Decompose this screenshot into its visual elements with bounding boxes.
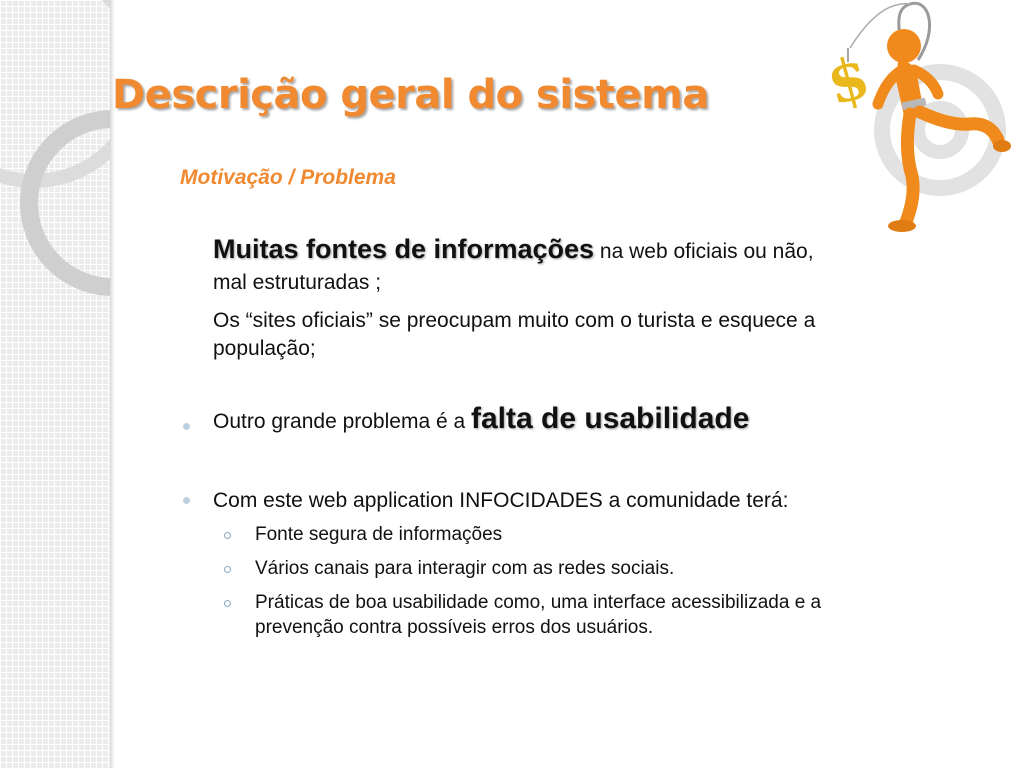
item4-subitem: Vários canais para interagir com as redes sociais. [255,558,675,579]
item2-line2: população; [213,337,316,360]
sub-bullet-ring [224,532,231,539]
item3-bold-text: falta de usabilidade [471,402,750,435]
item4-line: Com este web application INFOCIDADES a comunidade terá: [213,489,789,512]
item3-line [213,402,750,435]
item2-line1: Os “sites oficiais” se preocupam muito com o turista e esquece a [213,309,816,332]
item4-subitem: Práticas de boa usabilidade como, uma interface acessibilizada e a [255,592,822,613]
slide-subtitle: Motivação / Problema [180,166,396,189]
figure-chasing-dollar-icon [820,0,1020,235]
slide-title: Descrição geral do sistema [112,72,709,118]
item1-line2: mal estruturadas ; [213,271,382,294]
item4-subitem: Fonte segura de informações [255,524,503,545]
sub-bullet-ring [224,566,231,573]
item1-bold-text: Muitas fontes de informações [213,234,595,264]
svg-text:$: $ [820,42,877,119]
sub-bullet-ring [224,600,231,607]
left-decorative-strip [0,0,112,768]
item4-subitem: prevenção contra possíveis erros dos usuários. [255,617,654,638]
item1-rest-text: na web oficiais ou não, [594,240,814,263]
item1-line1 [213,236,814,265]
item3-text: Outro grande problema é a [213,410,471,433]
bullet-dot [183,423,190,430]
bullet-dot [183,497,190,504]
